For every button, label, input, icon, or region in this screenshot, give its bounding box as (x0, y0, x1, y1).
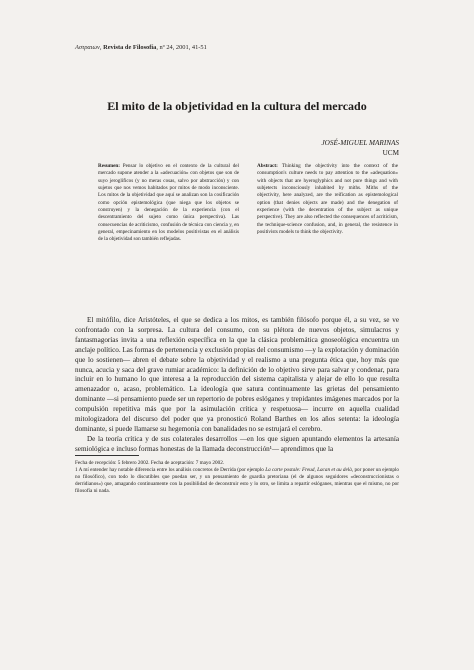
body-text (75, 316, 399, 455)
author-name: JOSÉ-MIGUEL MARINAS (321, 139, 399, 147)
footnote-1-cited-work: La carte postale: Freud, Lacan et au delà (265, 467, 352, 474)
abstract-column (257, 163, 398, 244)
article-title: El mito de la objetividad en la cultura del mercado (107, 99, 367, 113)
author-block (321, 138, 399, 158)
abstracts (98, 163, 398, 244)
journal-name: Αστραιων (75, 44, 100, 51)
body-paragraph-1: El mitófilo, dice Aristóteles, el que se dedica a los mitos, es también filósofo porque él, a su vez, se ve confrontado con la sorpresa. La cultura del consumo, con su plétora de nuevos objetos, simulacros y fantasmagorías invita a una reflexión específica en la que la clásica problemática gnoseológica encuentra un anclaje político. Las formas de pertenencia y exclusión propias del consumismo —y la explotación y dominación que lo sostienen— abren el debate sobre la objetividad y el realismo a una pregunta ética que, hoy más que nunca, acucia y saca del grave rumiar académico: la definición de lo objetivo sirve para salvar y condenar, para incluir en lo humano lo que interesa a la reproducción del sistema capitalista y alejar de ello lo que resulta amenazador o, acaso, problemático. La ideología que satura continuamente las grietas del pensamiento dominante —si pensamiento puede ser un repertorio de pobres eslóganes y trepidantes imágenes marcados por la compulsión repetitiva más que por la asimulación crítica y respetuosa— incurre en aquella cualidad mitologizadora del discurso del poder que ya pronosticó Roland Barthes en los años setenta: la ideología dominante, si puede llamarse su hegemonía con banalidades no se estrujará el cerebro. (75, 316, 399, 433)
running-header (75, 44, 207, 51)
abstract-text: Thinking the objectivity into the context of the consumption's culture needs to pay attention to the «adequation» with objects that are hyeroglyphics and not pure things and with subjetects inconsciously inhabited by miths. Miths of the objectivity, here analyzed, are the reification as epistemological option (that denies objects are made) and the denegation of experience (with the decentration of the subject as unique perspective). They are also reflected the consequences of acriticism, the technique-science confusion, and, in general, the resistence in positivists models to think the objectivity. (257, 163, 398, 236)
footnote-1 (75, 467, 399, 495)
reception-dates: Fecha de recepción: 5 febrero 2002. Fecha de aceptación: 7 mayo 2002. (75, 460, 225, 466)
header-separator: , (99, 44, 104, 51)
resumen-label: Resumen: (98, 163, 120, 169)
footnote-1-text: , por poner un ejemplo no filosófico), con todo lo discutibles que puedan ser, y un pensamiento de guardia pretoriana (el de algunos seguidores «deconstruccionistas o derridianos») que, amagando continuamente con la posibilidad de deconstruir esto y lo otro, se limita a repartir eslóganes, mientras que el mismo, no por filosofía ni nada. (75, 467, 400, 495)
resumen-text: Pensar lo objetivo en el contexto de la cultural del mercado supone atender a la «adecuación» con objetos que son de suyo jeroglíficos (y no meras cosas, salvo por abstracción) y con sujetos que nos vemos habitados por mitos de modo inconsciente. Los mitos de la objetividad que aquí se analizan son la cosificación como opción epistemológica (que niega que los objetos se construyen) y la denegación de la experiencia (con el descentramiento del sujeto como única perspectiva). Las consecuencias de acriticismo, confusión de técnica con ciencia y, en general, empecinamiento en los modelos positivistas en el análisis de la objetividad son también reflejadas. (98, 163, 239, 243)
footnotes (75, 460, 399, 495)
abstract-label: Abstract: (257, 163, 278, 169)
footnote-1-prefix: 1 A mí entender hay notable diferencia entre los análisis concretos de Derrida (por ejemplo (75, 467, 266, 474)
resumen-column (98, 163, 239, 244)
journal-subtitle: Revista de Filosofía (103, 44, 157, 51)
body-paragraph-2: De la teoría crítica y de sus colaterales desarrollos —en los que siguen apuntando elementos la artesanía semiológica e incluso formas honestas de la llamada deconstrucción¹— aprendimos que la (75, 434, 399, 453)
footnote-rule (75, 455, 139, 456)
issue-info: , nº 24, 2001, 41-51 (156, 44, 207, 51)
author-affiliation: UCM (382, 149, 399, 157)
